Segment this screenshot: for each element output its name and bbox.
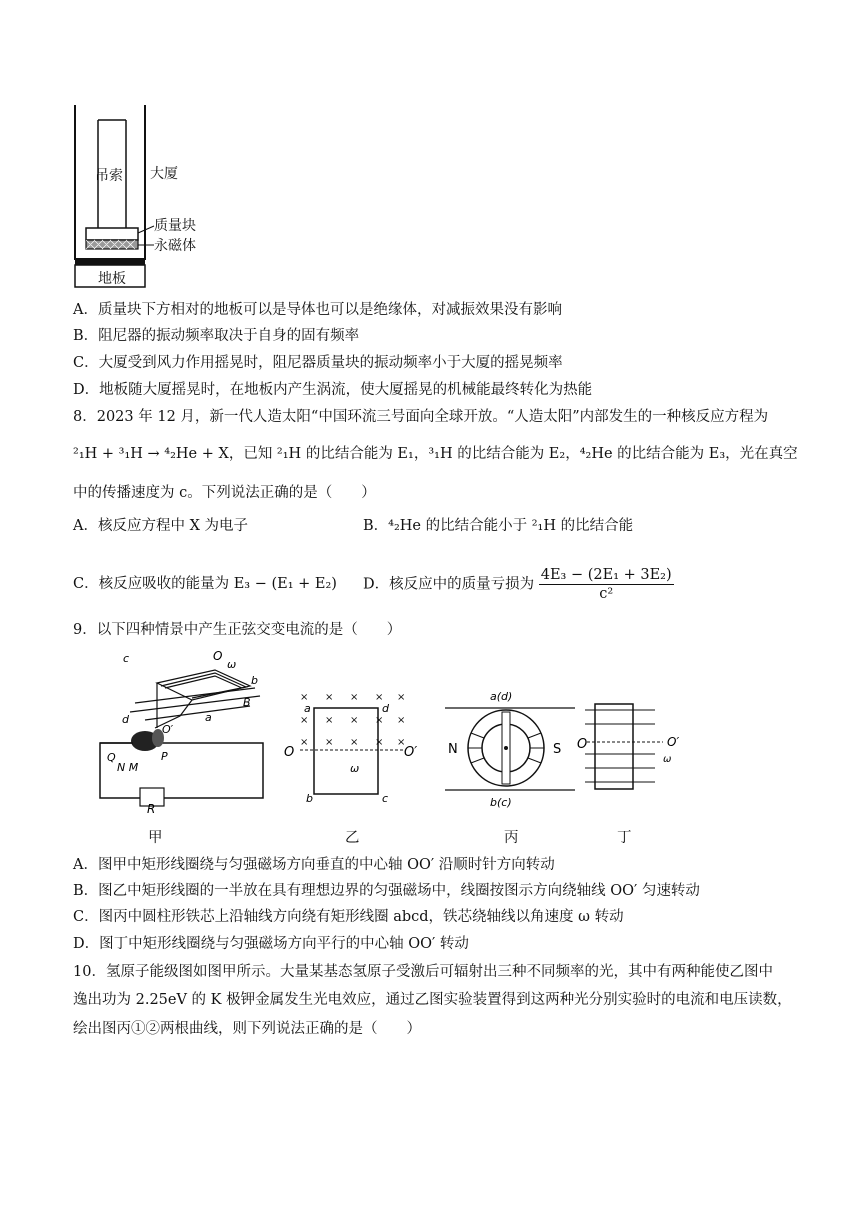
q8-option-d (363, 566, 674, 606)
q10-stem-line2: 逸出功为 2.25eV 的 K 极钾金属发生光电效应，通过乙图实验装置得到这两种光分别实验时的电流和电压读数， (73, 992, 792, 1008)
caption-bing: 丙 (504, 830, 519, 846)
q9-option-d: D．图丁中矩形线圈绕与匀强磁场方向平行的中心轴 OO′ 转动 (73, 936, 469, 952)
q8-line2-rest: ，已知 ²₁H 的比结合能为 E₁，³₁H 的比结合能为 E₂，⁴₂He 的比结合能为 E₃，光在真空 (228, 446, 798, 462)
q7-option-a: A．质量块下方相对的地板可以是导体也可以是绝缘体，对减振效果没有影响 (73, 302, 562, 318)
svg-text:×: × (300, 715, 309, 726)
caption-yi: 乙 (345, 830, 360, 846)
q8-stem-line2 (73, 444, 798, 464)
svg-text:×: × (325, 737, 334, 748)
svg-text:×: × (375, 715, 384, 726)
q8-fraction-denominator: c² (599, 586, 614, 602)
svg-text:B: B (243, 696, 251, 709)
svg-text:×: × (397, 692, 406, 703)
svg-text:O′: O′ (404, 745, 418, 760)
q10-stem-line1: 10．氢原子能级图如图甲所示。大量某基态氢原子受激后可辐射出三种不同频率的光，其中有两种能使乙图中 (73, 964, 773, 980)
q8-option-d-prefix: D．核反应中的质量亏损为 (363, 576, 535, 593)
svg-text:a(d): a(d) (490, 690, 513, 703)
q7-option-d: D．地板随大厦摇晃时，在地板内产生涡流，使大厦摇晃的机械能最终转化为热能 (73, 382, 593, 398)
svg-text:×: × (300, 692, 309, 703)
label-magnet: 永磁体 (154, 238, 196, 254)
q8-option-b: B．⁴₂He 的比结合能小于 ²₁H 的比结合能 (363, 518, 634, 534)
svg-text:a: a (205, 711, 212, 724)
figure-bing (440, 688, 580, 810)
q8-option-c: C．核反应吸收的能量为 E₃ − (E₁ + E₂) (73, 576, 337, 592)
q8-option-a: A．核反应方程中 X 为电子 (73, 518, 249, 534)
svg-text:S: S (553, 742, 562, 757)
q7-option-b: B．阻尼器的振动频率取决于自身的固有频率 (73, 328, 360, 344)
q8-stem-line1: 8．2023 年 12 月，新一代人造太阳“中国环流三号面向全球开放。“人造太阳”内部发生的一种核反应方程为 (73, 409, 769, 425)
svg-text:N: N (448, 742, 458, 757)
svg-text:N M: N M (117, 761, 139, 774)
svg-text:×: × (375, 737, 384, 748)
damper-figure (70, 100, 220, 295)
svg-text:d: d (382, 702, 389, 715)
q9-stem: 9．以下四种情景中产生正弦交变电流的是（ ） (73, 622, 402, 638)
svg-text:×: × (350, 692, 359, 703)
svg-text:R: R (147, 802, 156, 816)
q8-equation: ²₁H + ³₁H → ⁴₂He + X (73, 446, 229, 462)
svg-text:O′: O′ (162, 723, 174, 736)
svg-text:b: b (251, 674, 258, 687)
q10-stem-line3: 绘出图丙①②两根曲线，则下列说法正确的是（ ） (73, 1021, 421, 1037)
svg-text:Q: Q (107, 751, 116, 764)
q8-stem-line3: 中的传播速度为 c。下列说法正确的是（ ） (73, 485, 376, 501)
svg-text:×: × (300, 737, 309, 748)
svg-text:×: × (397, 737, 406, 748)
label-building: 大厦 (150, 166, 178, 182)
svg-text:ω: ω (663, 754, 672, 765)
svg-text:×: × (397, 715, 406, 726)
q9-option-a: A．图甲中矩形线圈绕与匀强磁场方向垂直的中心轴 OO′ 沿顺时针方向转动 (73, 857, 555, 873)
label-mass: 质量块 (154, 218, 196, 234)
svg-text:×: × (375, 692, 384, 703)
q8-fraction-numerator: 4E₃ − (2E₁ + 3E₂) (540, 567, 672, 583)
svg-text:c: c (123, 652, 130, 665)
svg-text:×: × (325, 715, 334, 726)
svg-text:a: a (304, 702, 311, 715)
caption-ding: 丁 (617, 830, 632, 846)
svg-text:O′: O′ (667, 735, 680, 749)
svg-text:O: O (213, 649, 223, 663)
q7-option-c: C．大厦受到风力作用摇晃时，阻尼器质量块的振动频率小于大厦的摇晃频率 (73, 355, 563, 371)
caption-jia: 甲 (148, 830, 163, 846)
figure-ding (575, 696, 685, 796)
svg-text:ω: ω (350, 762, 360, 775)
figure-yi (280, 680, 430, 805)
svg-text:d: d (122, 713, 129, 726)
q8-fraction (539, 566, 674, 603)
q9-option-c: C．图丙中圆柱形铁芯上沿轴线方向绕有矩形线圈 abcd，铁芯绕轴线以角速度 ω 转动 (73, 909, 624, 925)
label-floor: 地板 (98, 271, 126, 287)
svg-text:×: × (350, 737, 359, 748)
q9-option-b: B．图乙中矩形线圈的一半放在具有理想边界的匀强磁场中，线圈按图示方向绕轴线 OO′ 匀速转动 (73, 883, 700, 899)
svg-text:b(c): b(c) (490, 796, 512, 809)
svg-text:ω: ω (227, 658, 237, 671)
figure-jia (95, 648, 270, 818)
svg-text:c: c (382, 792, 389, 805)
svg-text:b: b (306, 792, 313, 805)
svg-text:P: P (161, 750, 168, 763)
svg-text:O: O (577, 737, 588, 752)
svg-text:O: O (284, 745, 295, 760)
label-rope: 吊索 (95, 168, 123, 184)
svg-text:×: × (350, 715, 359, 726)
svg-text:×: × (325, 692, 334, 703)
